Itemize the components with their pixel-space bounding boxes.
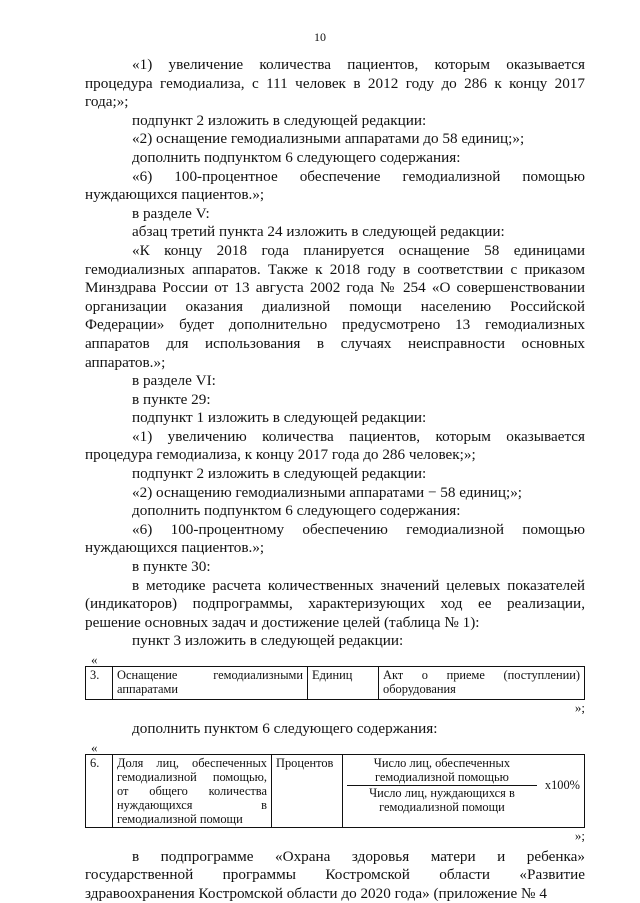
paragraph-subitem-2-instruction: подпункт 2 изложить в следующей редакции: [132,111,427,129]
opening-quote-2: « [91,739,98,755]
table-cell-unit: Единиц [308,667,379,700]
table-cell-num: 6. [86,754,113,827]
paragraph-add-subitem-6-b: дополнить подпунктом 6 следующего содержания: [132,502,461,520]
formula-numerator: Число лиц, обеспеченных гемодиализной помощью [347,756,537,786]
table-row [86,754,585,827]
paragraph-point-24-instruction: абзац третий пункта 24 изложить в следующей редакции: [132,223,505,241]
paragraph-point-24-quote: «К концу 2018 года планируется оснащение 58 единицами гемодиализных аппаратов. Также к 2018 году в соответствии с приказом Минздрава России от 13 августа 2002 года № 254 «О совершенствовании организации оказания диализной помощи населению Российской Федерации» будет дополнительно предусмотрено 13 гемодиализных аппаратов для использования в случаях неисправности основных аппаратов.»; [85,241,585,371]
table-cell-unit: Процентов [272,754,343,827]
fraction [347,756,537,814]
paragraph-section-v: в разделе V: [132,204,210,222]
paragraph-item-1-new-quote: «1) увеличению количества пациентов, которым оказывается процедура гемодиализа, к концу 2017 года до 286 человек;»; [85,427,585,464]
paragraph-item-1-quote: «1) увеличение количества пациентов, которым оказывается процедура гемодиализа, с 111 человек в 2012 году до 286 к концу 2017 года;»; [85,56,585,111]
paragraph-point-3-instruction: пункт 3 изложить в следующей редакции: [132,632,404,650]
paragraph-item-2-quote: «2) оснащение гемодиализными аппаратами до 58 единиц;»; [132,130,525,148]
closing-quote-2: »; [574,827,585,843]
indicator-table-3 [85,666,585,700]
paragraph-section-vi: в разделе VI: [132,372,216,390]
document-body [85,56,585,903]
paragraph-item-6-new-quote: «6) 100-процентному обеспечению гемодиализной помощью нуждающихся пациентов.»; [85,520,585,557]
closing-quote-1: »; [574,700,585,715]
table-cell-formula [343,754,585,827]
table-cell-method: Акт о приеме (поступлении) оборудования [379,667,585,700]
paragraph-add-subitem-6: дополнить подпунктом 6 следующего содержания: [132,148,461,166]
paragraph-subitem-2-instruction-b: подпункт 2 изложить в следующей редакции: [132,465,427,483]
paragraph-subitem-1-instruction: подпункт 1 изложить в следующей редакции: [132,409,427,427]
paragraph-methodology: в методике расчета количественных значений целевых показателей (индикаторов) подпрограммы, характеризующих ход ее реализации, решение основных задач и достижение целей (таблица № 1): [85,576,585,631]
paragraph-item-6-quote: «6) 100-процентное обеспечение гемодиализной помощью нуждающихся пациентов.»; [85,167,585,204]
paragraph-subprogram-mother-child: в подпрограмме «Охрана здоровья матери и ребенка» государственной программы Костромской области «Развитие здравоохранения Костромской области до 2020 года» (приложение № 4 [85,847,585,902]
paragraph-point-30: в пункте 30: [132,558,211,576]
table-cell-num: 3. [86,667,113,700]
paragraph-item-2-new-quote: «2) оснащению гемодиализными аппаратами − 58 единиц;»; [132,483,523,501]
table-row [86,667,585,700]
formula-denominator: Число лиц, нуждающихся в гемодиализной помощи [369,785,515,814]
formula [347,756,580,814]
page-number: 10 [314,30,326,44]
indicator-table-6 [85,754,585,828]
table-cell-indicator-name: Доля лиц, обеспеченных гемодиализной помощью, от общего количества нуждающихся в гемодиализной помощи [113,754,272,827]
paragraph-point-29: в пункте 29: [132,390,211,408]
opening-quote-1: « [91,652,98,667]
formula-multiplier: x100% [544,777,580,792]
table-cell-indicator-name: Оснащение гемодиализными аппаратами [113,667,308,700]
paragraph-add-point-6: дополнить пунктом 6 следующего содержания: [132,720,438,737]
